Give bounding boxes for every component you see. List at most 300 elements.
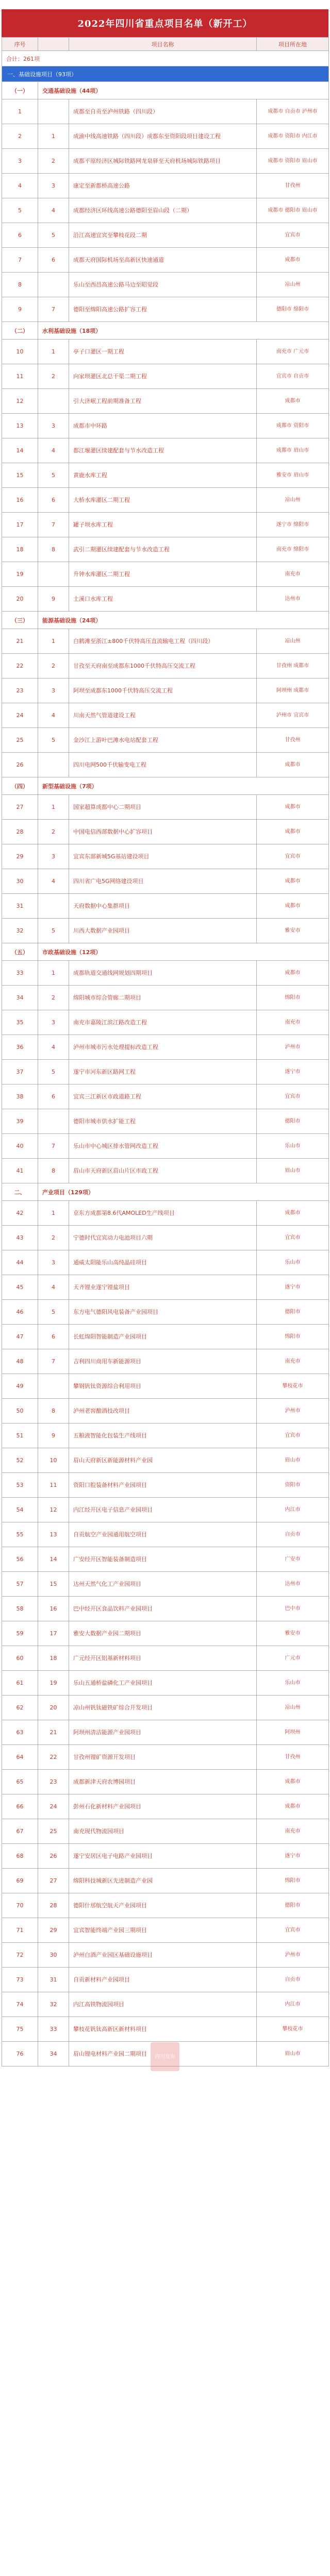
row-project-name: 沿江高速宜宾至攀枝花段二期 xyxy=(69,223,257,248)
row-project-name: 攀枝花钒钛高新区新材料项目 xyxy=(69,2017,257,2042)
table-row xyxy=(2,99,329,124)
total-row xyxy=(2,51,329,66)
page-title: 2022年四川省重点项目名单（新开工） xyxy=(2,9,328,37)
row-city: 甘孜州 成都市 xyxy=(257,654,329,679)
row-city: 成都市 xyxy=(257,894,329,919)
row-subseq: 4 xyxy=(38,1275,69,1300)
top-spacer xyxy=(2,0,328,6)
row-city: 眉山市 xyxy=(257,2042,329,2066)
row-project-name: 黄鹿水库工程 xyxy=(69,463,257,488)
row-project-name: 川南天然气管道建设工程 xyxy=(69,703,257,728)
row-project-name: 甘孜州锂矿资源开发项目 xyxy=(69,1745,257,1770)
table-row xyxy=(2,1819,329,1844)
row-city: 成都市 xyxy=(257,248,329,273)
row-seq: 16 xyxy=(2,488,38,513)
row-subseq: 28 xyxy=(38,1893,69,1918)
row-project-name: 成都轨道交通线网规划四期项目 xyxy=(69,961,257,986)
row-seq: 39 xyxy=(2,1109,38,1134)
row-project-name: 川西大数据产业园项目 xyxy=(69,919,257,943)
row-subseq: 6 xyxy=(38,248,69,273)
section-header-row xyxy=(2,82,329,99)
row-city: 宜宾市 xyxy=(257,223,329,248)
table-row xyxy=(2,297,329,322)
row-city: 内江市 xyxy=(257,1992,329,2017)
row-seq: 44 xyxy=(2,1250,38,1275)
row-city: 凉山州 xyxy=(257,488,329,513)
row-seq: 71 xyxy=(2,1918,38,1943)
section-label: 市政基础设施（12项） xyxy=(38,943,329,961)
row-subseq: 5 xyxy=(38,1300,69,1325)
row-subseq: 18 xyxy=(38,1646,69,1671)
row-subseq: 5 xyxy=(38,223,69,248)
row-project-name: 四川省广电5G网络建设项目 xyxy=(69,869,257,894)
table-row xyxy=(2,1325,329,1349)
row-project-name: 彭州石化新材料产业园项目 xyxy=(69,1794,257,1819)
row-city: 宜宾市 xyxy=(257,844,329,869)
row-subseq: 4 xyxy=(38,438,69,463)
row-city: 德阳市 绵阳市 xyxy=(257,297,329,322)
row-seq: 8 xyxy=(2,273,38,297)
table-row xyxy=(2,364,329,389)
table-row xyxy=(2,679,329,703)
row-project-name: 武引二期灌区续建配套与节水改造工程 xyxy=(69,537,257,562)
row-city: 绵阳市 xyxy=(257,1325,329,1349)
row-subseq: 12 xyxy=(38,1498,69,1522)
row-seq: 34 xyxy=(2,986,38,1010)
table-row xyxy=(2,1696,329,1720)
row-city: 泸州市 xyxy=(257,1035,329,1060)
row-seq: 73 xyxy=(2,1968,38,1992)
col-header-city: 项目所在地 xyxy=(257,38,329,51)
row-city: 阿坝州 成都市 xyxy=(257,679,329,703)
row-project-name: 遂宁市河东新区路网工程 xyxy=(69,1060,257,1084)
section-header-row xyxy=(2,943,329,961)
row-seq: 32 xyxy=(2,919,38,943)
row-city: 乐山市 xyxy=(257,1134,329,1159)
row-seq: 28 xyxy=(2,820,38,844)
row-subseq: 2 xyxy=(38,364,69,389)
watermark-logo xyxy=(151,2042,179,2071)
col-header-seq: 序号 xyxy=(2,38,38,51)
row-project-name: 泸州白酒产业园区基础设施项目 xyxy=(69,1943,257,1968)
row-city: 宜宾市 xyxy=(257,1918,329,1943)
row-project-name: 南充现代物流园项目 xyxy=(69,1819,257,1844)
row-project-name: 引大济岷工程前期准备工程 xyxy=(69,389,257,414)
row-seq: 54 xyxy=(2,1498,38,1522)
table-row xyxy=(2,1473,329,1498)
row-city: 宜宾市 xyxy=(257,1423,329,1448)
row-city: 宜宾市 xyxy=(257,1226,329,1250)
row-project-name: 巴中经开区食品饮料产业园项目 xyxy=(69,1597,257,1621)
row-project-name: 亭子口灌区一期工程 xyxy=(69,340,257,364)
row-project-name: 金沙江上游叶巴滩水电站配套工程 xyxy=(69,728,257,753)
row-seq: 48 xyxy=(2,1349,38,1374)
row-subseq: 11 xyxy=(38,1473,69,1498)
row-seq: 45 xyxy=(2,1275,38,1300)
table-row xyxy=(2,1720,329,1745)
table-row xyxy=(2,1621,329,1646)
row-city: 雅安市 xyxy=(257,919,329,943)
table-row xyxy=(2,414,329,438)
row-subseq: 31 xyxy=(38,1968,69,1992)
table-row xyxy=(2,1201,329,1226)
row-subseq: 25 xyxy=(38,1819,69,1844)
row-city: 宜宾市 自贡市 xyxy=(257,364,329,389)
row-seq: 74 xyxy=(2,1992,38,2017)
row-project-name: 德阳至绵阳高速公路扩容工程 xyxy=(69,297,257,322)
row-subseq: 9 xyxy=(38,1423,69,1448)
table-row xyxy=(2,1084,329,1109)
row-project-name: 成都平原经济区城际铁路网龙泉驿至天府机场城际铁路项目 xyxy=(69,149,257,174)
section-mark: （三） xyxy=(2,612,38,629)
row-city: 泸州市 xyxy=(257,1943,329,1968)
row-subseq: 10 xyxy=(38,1448,69,1473)
row-seq: 23 xyxy=(2,679,38,703)
row-project-name: 攀钢钒钛资源综合利用项目 xyxy=(69,1374,257,1399)
row-city: 德阳市 xyxy=(257,1893,329,1918)
section-mark: （五） xyxy=(2,943,38,961)
category-band xyxy=(2,66,329,82)
row-city: 攀枝花市 xyxy=(257,2017,329,2042)
row-project-name: 眉山天府新区新能源材料产业园 xyxy=(69,1448,257,1473)
table-row xyxy=(2,961,329,986)
row-project-name: 宜宾东部新城5G基站建设项目 xyxy=(69,844,257,869)
row-project-name: 阿坝至成都东1000千伏特高压交流工程 xyxy=(69,679,257,703)
row-seq: 14 xyxy=(2,438,38,463)
row-seq: 66 xyxy=(2,1794,38,1819)
row-subseq: 4 xyxy=(38,703,69,728)
table-row xyxy=(2,248,329,273)
row-subseq: 32 xyxy=(38,1992,69,2017)
row-project-name: 乐山至西昌高速公路马边至昭觉段 xyxy=(69,273,257,297)
row-city: 南充市 xyxy=(257,1010,329,1035)
row-seq: 3 xyxy=(2,149,38,174)
row-project-name: 自贡航空产业园通用航空项目 xyxy=(69,1522,257,1547)
row-city: 南充市 广元市 xyxy=(257,340,329,364)
row-subseq xyxy=(38,99,69,124)
row-subseq xyxy=(38,273,69,297)
row-city: 南充市 xyxy=(257,1349,329,1374)
row-seq: 5 xyxy=(2,198,38,223)
row-subseq: 1 xyxy=(38,1201,69,1226)
row-project-name: 成都天府国际机场至高新区快速通道 xyxy=(69,248,257,273)
row-city: 成都市 xyxy=(257,1794,329,1819)
row-city: 达州市 xyxy=(257,587,329,612)
row-city: 德阳市 xyxy=(257,1300,329,1325)
col-header-name: 项目名称 xyxy=(69,38,257,51)
table-row xyxy=(2,1374,329,1399)
table-row xyxy=(2,149,329,174)
row-project-name: 京东方成都第8.6代AMOLED生产线项目 xyxy=(69,1201,257,1226)
row-project-name: 国家超算成都中心二期项目 xyxy=(69,795,257,820)
row-seq: 42 xyxy=(2,1201,38,1226)
row-subseq: 1 xyxy=(38,124,69,149)
section-header-row xyxy=(2,612,329,629)
row-project-name: 泸州老窖酿酒技改项目 xyxy=(69,1399,257,1423)
row-seq: 72 xyxy=(2,1943,38,1968)
row-city: 南充市 xyxy=(257,562,329,587)
row-city: 眉山市 xyxy=(257,1159,329,1183)
row-project-name: 德阳市城市供水扩能工程 xyxy=(69,1109,257,1134)
total-label: 合计：261项 xyxy=(2,51,329,66)
row-seq: 38 xyxy=(2,1084,38,1109)
table-row xyxy=(2,728,329,753)
row-seq: 24 xyxy=(2,703,38,728)
row-city: 阿坝州 xyxy=(257,1720,329,1745)
row-project-name: 宜宾智能终端产业园三期项目 xyxy=(69,1918,257,1943)
row-project-name: 宜宾三江新区市政道路工程 xyxy=(69,1084,257,1109)
table-row xyxy=(2,198,329,223)
row-subseq xyxy=(38,753,69,777)
table-row xyxy=(2,1250,329,1275)
row-seq: 67 xyxy=(2,1819,38,1844)
row-project-name: 雅安大数据产业园二期项目 xyxy=(69,1621,257,1646)
row-city: 巴中市 xyxy=(257,1597,329,1621)
row-seq: 11 xyxy=(2,364,38,389)
row-city: 甘孜州 xyxy=(257,174,329,198)
row-city: 广元市 xyxy=(257,1646,329,1671)
row-project-name: 成渝中线高速铁路（四川段）成都东至资阳段项目建设工程 xyxy=(69,124,257,149)
row-project-name: 眉山市天府新区眉山片区市政工程 xyxy=(69,1159,257,1183)
row-subseq: 16 xyxy=(38,1597,69,1621)
row-city: 德阳市 xyxy=(257,1109,329,1134)
section-mark: （二） xyxy=(2,322,38,340)
table-row xyxy=(2,587,329,612)
section-header-row xyxy=(2,322,329,340)
table-row xyxy=(2,174,329,198)
row-project-name: 眉山锂电材料产业园二期项目 xyxy=(69,2042,257,2066)
row-project-name: 泸州市城市污水处理提标改造工程 xyxy=(69,1035,257,1060)
row-seq: 10 xyxy=(2,340,38,364)
row-seq: 64 xyxy=(2,1745,38,1770)
row-subseq: 7 xyxy=(38,1134,69,1159)
row-project-name: 中国电信西部数据中心扩容项目 xyxy=(69,820,257,844)
row-subseq: 2 xyxy=(38,820,69,844)
table-row xyxy=(2,1134,329,1159)
row-project-name: 吉利四川商用车新能源项目 xyxy=(69,1349,257,1374)
row-project-name: 白鹤滩至浙江±800千伏特高压直流输电工程（四川段） xyxy=(69,629,257,654)
row-seq: 7 xyxy=(2,248,38,273)
row-city: 自贡市 xyxy=(257,1968,329,1992)
row-city: 甘孜州 xyxy=(257,728,329,753)
row-city: 广安市 xyxy=(257,1547,329,1572)
row-subseq: 27 xyxy=(38,1869,69,1893)
row-subseq: 2 xyxy=(38,986,69,1010)
table-row xyxy=(2,1794,329,1819)
row-project-name: 康定至新都桥高速公路 xyxy=(69,174,257,198)
row-subseq: 7 xyxy=(38,1349,69,1374)
row-project-name: 都江堰灌区续建配套与节水改造工程 xyxy=(69,438,257,463)
row-subseq: 19 xyxy=(38,1671,69,1696)
row-project-name: 乐山五通桥盐磷化工产业园项目 xyxy=(69,1671,257,1696)
table-row xyxy=(2,1671,329,1696)
row-project-name: 土溪口水库工程 xyxy=(69,587,257,612)
row-city: 遂宁市 xyxy=(257,1275,329,1300)
table-row xyxy=(2,1399,329,1423)
row-subseq xyxy=(38,562,69,587)
table-row xyxy=(2,703,329,728)
row-project-name: 绵阳科技城新区先进制造产业园 xyxy=(69,1869,257,1893)
row-city: 遂宁市 xyxy=(257,1844,329,1869)
row-project-name: 成都至自贡至泸州铁路（四川段） xyxy=(69,99,257,124)
row-subseq: 8 xyxy=(38,1399,69,1423)
row-seq: 15 xyxy=(2,463,38,488)
row-project-name: 内江经开区电子信息产业园项目 xyxy=(69,1498,257,1522)
row-subseq: 7 xyxy=(38,297,69,322)
row-city: 凉山州 xyxy=(257,629,329,654)
row-city: 成都市 xyxy=(257,869,329,894)
row-seq: 61 xyxy=(2,1671,38,1696)
row-subseq: 1 xyxy=(38,340,69,364)
row-seq: 58 xyxy=(2,1597,38,1621)
row-subseq: 13 xyxy=(38,1522,69,1547)
row-project-name: 大桥水库灌区二期工程 xyxy=(69,488,257,513)
table-row xyxy=(2,1226,329,1250)
row-project-name: 四川电网500千伏输变电工程 xyxy=(69,753,257,777)
row-project-name: 宁德时代宜宾动力电池项目六期 xyxy=(69,1226,257,1250)
table-header-row xyxy=(2,38,329,51)
row-project-name: 绵阳城市综合管廊二期项目 xyxy=(69,986,257,1010)
row-city: 雅安市 xyxy=(257,1621,329,1646)
row-seq: 46 xyxy=(2,1300,38,1325)
row-subseq: 1 xyxy=(38,629,69,654)
row-city: 南充市 绵阳市 xyxy=(257,537,329,562)
row-seq: 20 xyxy=(2,587,38,612)
table-row xyxy=(2,1159,329,1183)
table-row xyxy=(2,795,329,820)
row-city: 成都市 自贡市 泸州市 xyxy=(257,99,329,124)
row-seq: 35 xyxy=(2,1010,38,1035)
row-seq: 55 xyxy=(2,1522,38,1547)
table-row xyxy=(2,463,329,488)
row-seq: 49 xyxy=(2,1374,38,1399)
row-project-name: 五粮液智能化包装生产线项目 xyxy=(69,1423,257,1448)
row-city: 乐山市 xyxy=(257,1671,329,1696)
row-subseq: 17 xyxy=(38,1621,69,1646)
col-header-sub xyxy=(38,38,69,51)
row-seq: 70 xyxy=(2,1893,38,1918)
row-seq: 6 xyxy=(2,223,38,248)
section-label: 能源基础设施（24项） xyxy=(38,612,329,629)
row-seq: 62 xyxy=(2,1696,38,1720)
row-seq: 53 xyxy=(2,1473,38,1498)
table-row xyxy=(2,273,329,297)
row-seq: 29 xyxy=(2,844,38,869)
section-header-row xyxy=(2,1183,329,1201)
row-seq: 56 xyxy=(2,1547,38,1572)
table-row xyxy=(2,1869,329,1893)
row-city: 攀枝花市 xyxy=(257,1374,329,1399)
row-city: 成都市 xyxy=(257,1201,329,1226)
row-seq: 30 xyxy=(2,869,38,894)
row-subseq: 6 xyxy=(38,1325,69,1349)
row-subseq: 22 xyxy=(38,1745,69,1770)
table-row xyxy=(2,1109,329,1134)
row-seq: 13 xyxy=(2,414,38,438)
table-row xyxy=(2,1968,329,1992)
row-subseq: 29 xyxy=(38,1918,69,1943)
row-subseq: 4 xyxy=(38,1035,69,1060)
table-row xyxy=(2,1498,329,1522)
row-city: 成都市 资阳市 内江市 xyxy=(257,124,329,149)
table-body xyxy=(2,51,329,2066)
table-row xyxy=(2,869,329,894)
row-city: 成都市 xyxy=(257,961,329,986)
row-city: 成都市 德阳市 眉山市 xyxy=(257,198,329,223)
table-row xyxy=(2,986,329,1010)
row-subseq: 2 xyxy=(38,654,69,679)
row-seq: 18 xyxy=(2,537,38,562)
table-row xyxy=(2,513,329,537)
table-row xyxy=(2,1992,329,2017)
row-seq: 2 xyxy=(2,124,38,149)
row-seq: 4 xyxy=(2,174,38,198)
row-subseq: 14 xyxy=(38,1547,69,1572)
row-subseq: 2 xyxy=(38,149,69,174)
table-row xyxy=(2,919,329,943)
row-project-name: 南充市嘉陵江滨江路改造工程 xyxy=(69,1010,257,1035)
table-row xyxy=(2,1646,329,1671)
row-project-name: 内江高铁物流园项目 xyxy=(69,1992,257,2017)
row-subseq xyxy=(38,894,69,919)
row-project-name: 罐子坝水库工程 xyxy=(69,513,257,537)
row-seq: 76 xyxy=(2,2042,38,2066)
row-seq: 63 xyxy=(2,1720,38,1745)
row-seq: 40 xyxy=(2,1134,38,1159)
table-row xyxy=(2,1010,329,1035)
row-city: 自贡市 xyxy=(257,1522,329,1547)
row-city: 成都市 xyxy=(257,820,329,844)
row-project-name: 东方电气德阳风电装备产业园项目 xyxy=(69,1300,257,1325)
row-subseq: 3 xyxy=(38,844,69,869)
row-city: 成都市 资阳市 眉山市 xyxy=(257,149,329,174)
row-city: 内江市 xyxy=(257,1498,329,1522)
row-seq: 36 xyxy=(2,1035,38,1060)
row-seq: 69 xyxy=(2,1869,38,1893)
row-city: 泸州市 宜宾市 xyxy=(257,703,329,728)
row-project-name: 乐山市中心城区排水管网改造工程 xyxy=(69,1134,257,1159)
row-project-name: 达州天然气化工产业园项目 xyxy=(69,1572,257,1597)
row-subseq: 15 xyxy=(38,1572,69,1597)
row-seq: 31 xyxy=(2,894,38,919)
project-table xyxy=(2,37,329,2066)
row-project-name: 成都新津天府农博园项目 xyxy=(69,1770,257,1794)
table-row xyxy=(2,1745,329,1770)
row-project-name: 甘孜至天府南至成都东1000千伏特高压交流工程 xyxy=(69,654,257,679)
row-city: 乐山市 xyxy=(257,1250,329,1275)
row-project-name: 天府数据中心集群项目 xyxy=(69,894,257,919)
table-row xyxy=(2,629,329,654)
row-seq: 9 xyxy=(2,297,38,322)
row-subseq: 4 xyxy=(38,869,69,894)
row-city: 绵阳市 xyxy=(257,986,329,1010)
row-project-name: 凉山州钒钛磁铁矿综合开发项目 xyxy=(69,1696,257,1720)
row-city: 宜宾市 xyxy=(257,1084,329,1109)
row-project-name: 成都市中环路 xyxy=(69,414,257,438)
row-city: 成都市 xyxy=(257,1770,329,1794)
row-subseq: 8 xyxy=(38,537,69,562)
table-row xyxy=(2,223,329,248)
table-row xyxy=(2,1300,329,1325)
row-subseq: 2 xyxy=(38,1226,69,1250)
row-city: 雅安市 眉山市 xyxy=(257,463,329,488)
row-subseq: 9 xyxy=(38,587,69,612)
table-row xyxy=(2,1349,329,1374)
row-subseq: 34 xyxy=(38,2042,69,2066)
table-row xyxy=(2,1035,329,1060)
row-subseq: 5 xyxy=(38,1060,69,1084)
row-seq: 51 xyxy=(2,1423,38,1448)
